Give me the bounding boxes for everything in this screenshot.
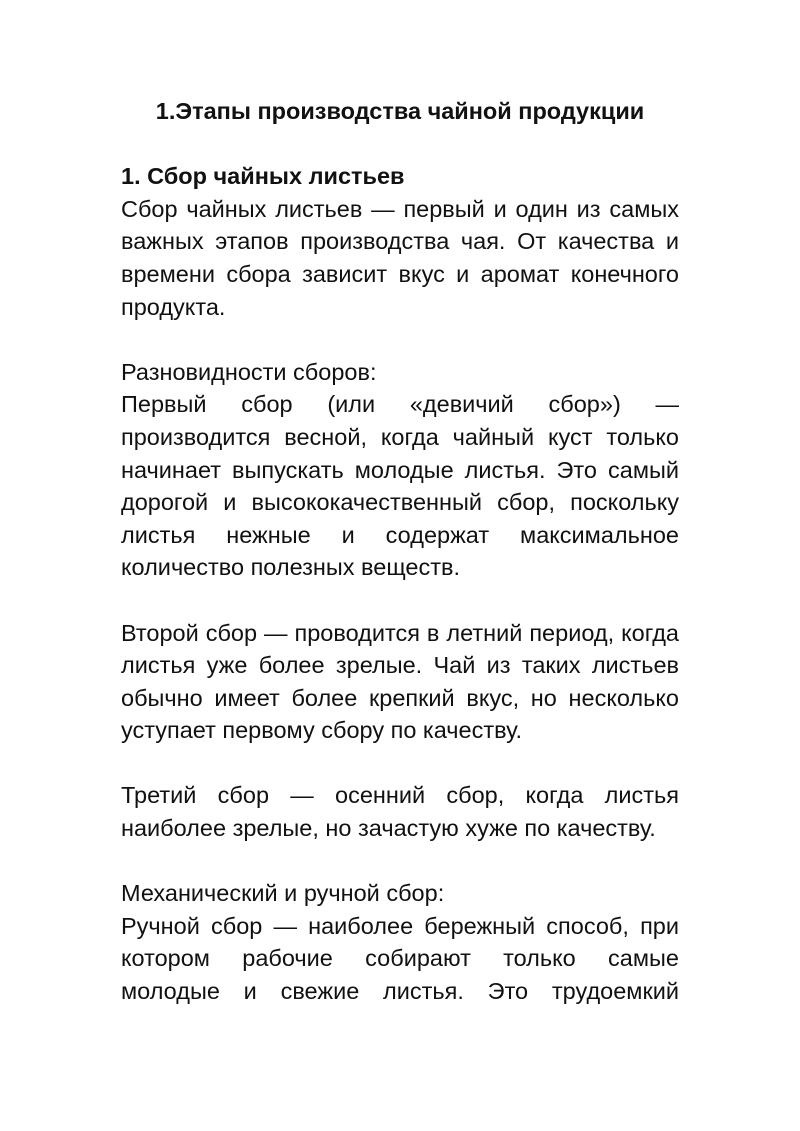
spacer [121,747,679,780]
varieties-heading: Разновидности сборов: [121,358,377,385]
third-harvest-paragraph: Третий сбор — осенний сбор, когда листья наиболее зрелые, но зачастую хуже по качеству. [121,782,679,842]
spacer [121,845,679,878]
spacer [121,584,679,617]
first-harvest-paragraph: Первый сбор (или «девичий сбор») — производится весной, когда чайный куст только начинает выпускать молодые листья. Это самый дорогой и высококачественный сбор, поскольку листья нежные и содержат максимальное количество полезных веществ. [121,391,679,581]
section-heading: 1. Сбор чайных листьев [121,163,405,190]
spacer [121,323,679,356]
document-page [121,95,679,1008]
intro-paragraph: Сбор чайных листьев — первый и один из самых важных этапов производства чая. От качества и времени сбора зависит вкус и аромат конечного продукта. [121,195,679,320]
methods-heading: Механический и ручной сбор: [121,880,445,907]
manual-harvest-paragraph: Ручной сбор — наиболее бережный способ, при котором рабочие собирают только самые молодые и свежие листья. Это трудоемкий [121,912,679,1005]
second-harvest-paragraph: Второй сбор — проводится в летний период, когда листья уже более зрелые. Чай из таких листьев обычно имеет более крепкий вкус, но несколько уступает первому сбору по качеству. [121,619,679,744]
document-title: 1.Этапы производства чайной продукции [155,98,645,124]
